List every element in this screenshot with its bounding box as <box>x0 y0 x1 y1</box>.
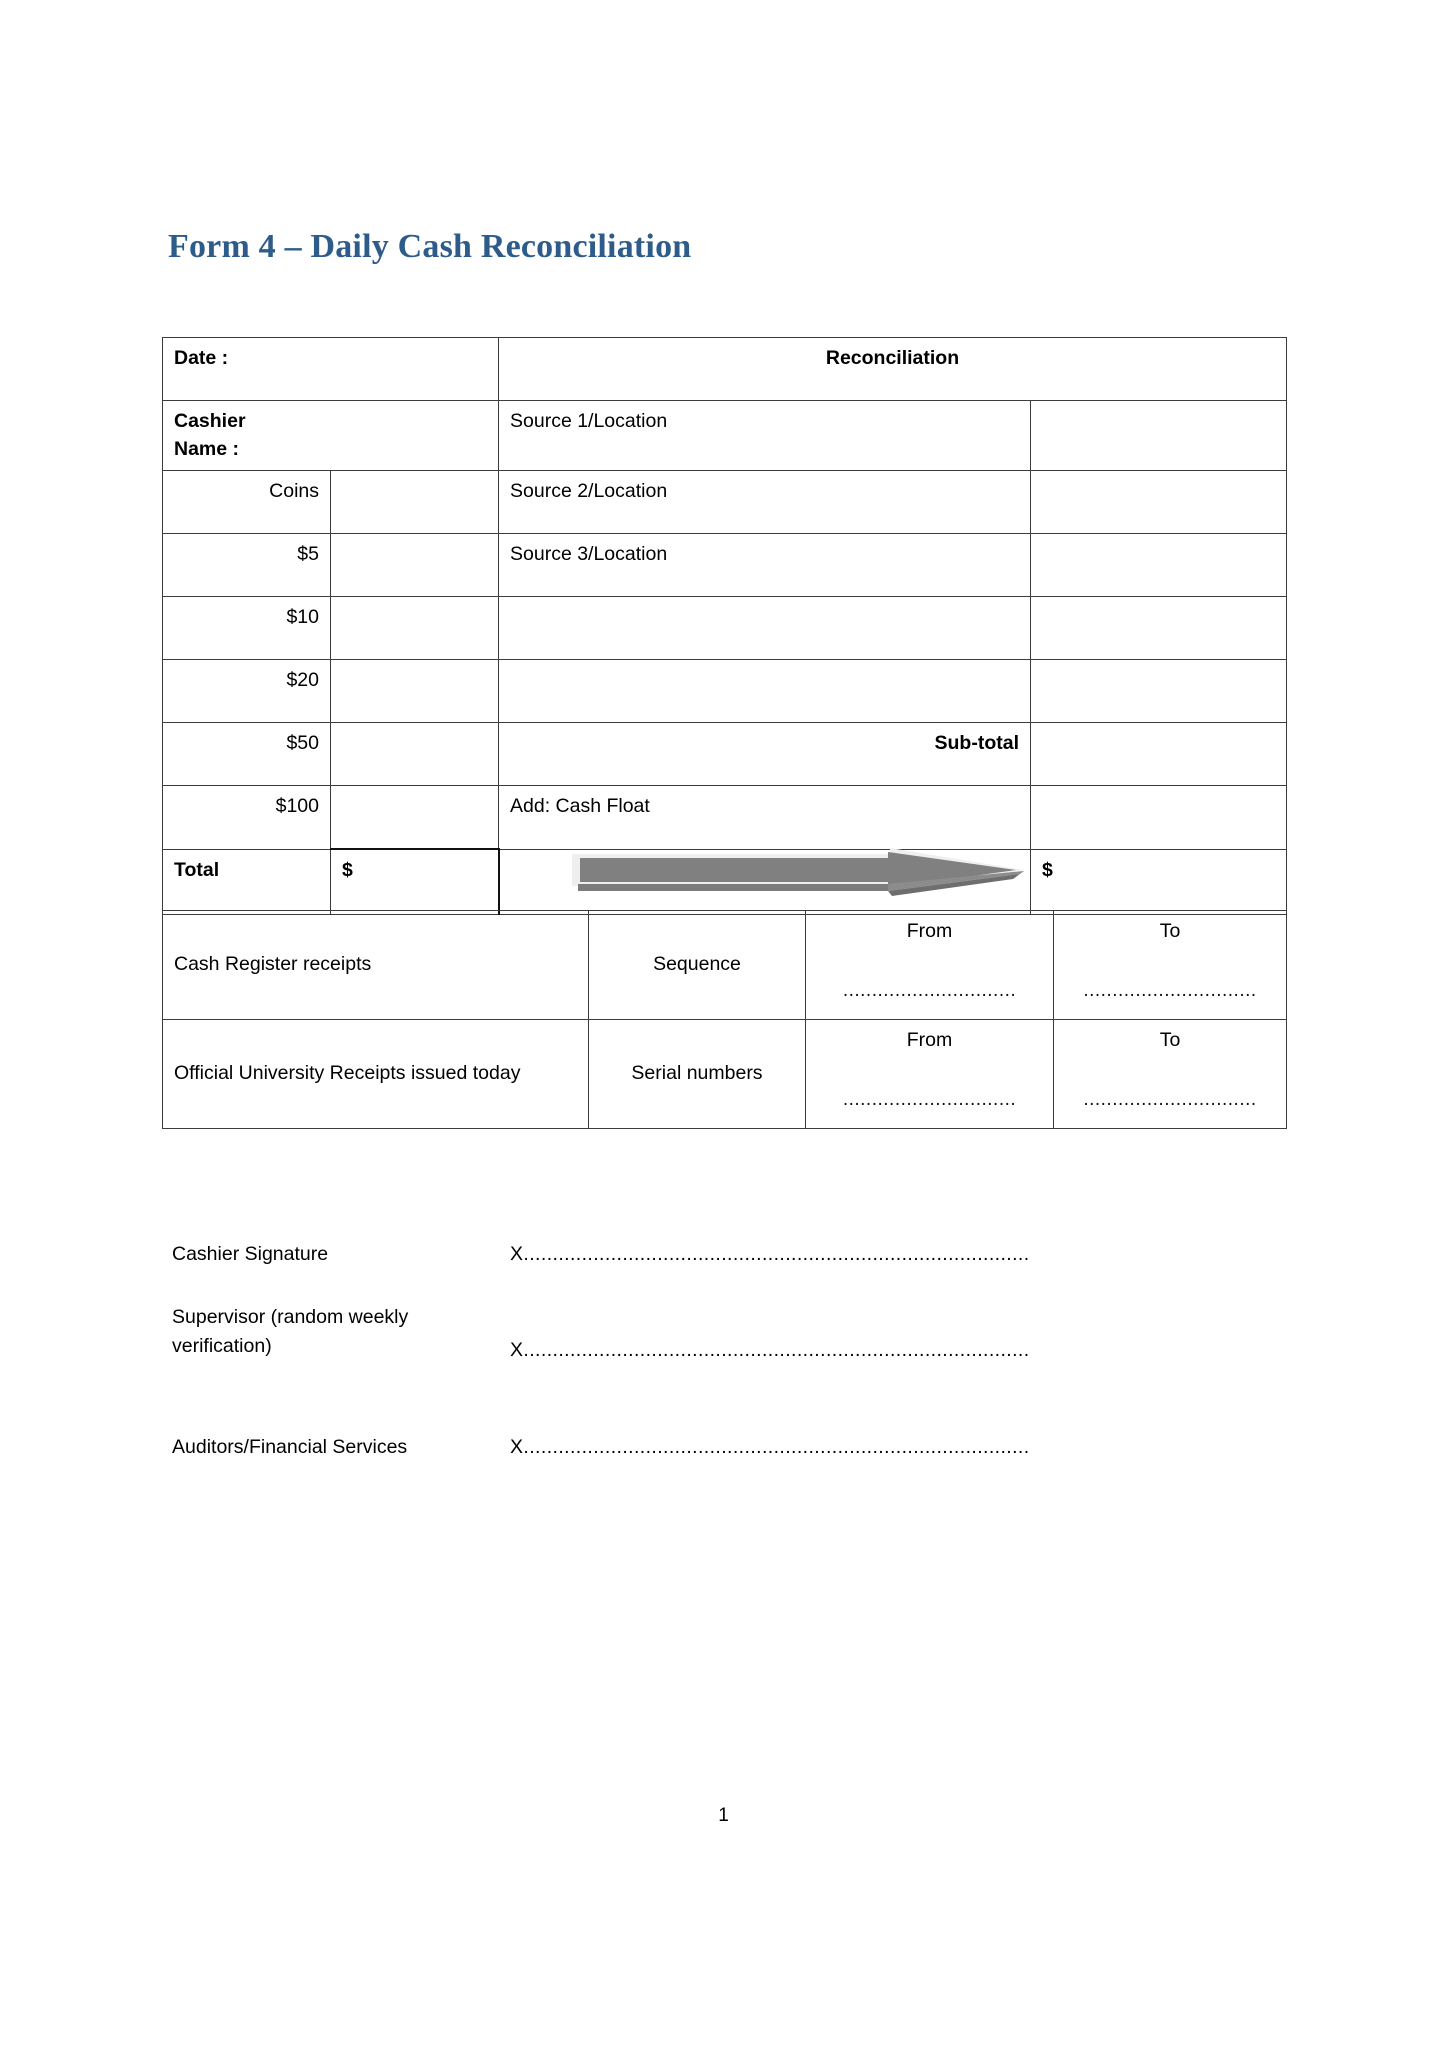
auditors-signature-label: Auditors/Financial Services <box>172 1436 408 1458</box>
table-row-total <box>163 849 1287 915</box>
supervisor-signature-label: Supervisor (random weekly verification) <box>172 1306 409 1358</box>
cash-reconciliation-table <box>162 337 1287 915</box>
source-1-value[interactable] <box>1031 401 1287 471</box>
from-label: From <box>906 920 953 942</box>
denomination-coins: Coins <box>163 471 331 534</box>
cash-float-label: Add: Cash Float <box>499 786 1031 850</box>
reconciliation-header: Reconciliation <box>499 338 1287 401</box>
from-value[interactable]: .............................. <box>842 979 1017 1001</box>
signature-dots: ....................................................................................... <box>523 1243 1030 1265</box>
auditors-signature-line[interactable] <box>510 1433 1140 1462</box>
to-value[interactable]: .............................. <box>1083 979 1257 1001</box>
denomination-50-value[interactable] <box>331 723 499 786</box>
page-number: 1 <box>718 1805 729 1826</box>
subtotal-label: Sub-total <box>499 723 1031 786</box>
cashier-name-label[interactable]: Cashier Name : <box>163 401 499 471</box>
denomination-20-value[interactable] <box>331 660 499 723</box>
source-3-value[interactable] <box>1031 534 1287 597</box>
cashier-signature-label: Cashier Signature <box>172 1243 329 1265</box>
source-3-label: Source 3/Location <box>499 534 1031 597</box>
cashier-signature-line[interactable] <box>510 1240 1140 1269</box>
denomination-10-value[interactable] <box>331 597 499 660</box>
table-row-20 <box>163 660 1287 723</box>
cash-register-from-cell[interactable] <box>806 911 1054 1020</box>
date-label[interactable]: Date : <box>163 338 499 401</box>
source-4-value[interactable] <box>1031 597 1287 660</box>
serial-numbers-label: Serial numbers <box>589 1020 806 1129</box>
denomination-20: $20 <box>163 660 331 723</box>
to-label: To <box>1159 920 1181 942</box>
receipts-table <box>162 910 1287 1129</box>
signature-row-cashier <box>172 1240 1132 1274</box>
source-5-label <box>499 660 1031 723</box>
cash-register-receipts-label: Cash Register receipts <box>163 911 589 1020</box>
signature-dots: ....................................................................................... <box>523 1339 1030 1361</box>
table-row-10 <box>163 597 1287 660</box>
table-row-100 <box>163 786 1287 850</box>
from-label: From <box>906 1029 953 1051</box>
denomination-50: $50 <box>163 723 331 786</box>
total-cash-amount[interactable]: $ <box>331 849 499 915</box>
total-arrow-cell <box>499 849 1031 915</box>
signature-mark: X <box>510 1339 524 1361</box>
subtotal-value[interactable] <box>1031 723 1287 786</box>
source-5-value[interactable] <box>1031 660 1287 723</box>
table-row-50 <box>163 723 1287 786</box>
source-2-value[interactable] <box>1031 471 1287 534</box>
to-label: To <box>1159 1029 1181 1051</box>
page-title: Form 4 – Daily Cash Reconciliation <box>168 228 692 265</box>
table-row-cashier-name <box>163 401 1287 471</box>
table-row-5 <box>163 534 1287 597</box>
from-value[interactable]: .............................. <box>842 1088 1017 1110</box>
denomination-5-value[interactable] <box>331 534 499 597</box>
total-label: Total <box>163 849 331 915</box>
signature-row-auditors <box>172 1433 1132 1467</box>
official-receipts-to-cell[interactable] <box>1054 1020 1287 1129</box>
denomination-5: $5 <box>163 534 331 597</box>
signature-row-supervisor <box>172 1303 1132 1367</box>
table-row-coins <box>163 471 1287 534</box>
sequence-label: Sequence <box>589 911 806 1020</box>
official-receipts-from-cell[interactable] <box>806 1020 1054 1129</box>
denomination-10: $10 <box>163 597 331 660</box>
official-receipts-label: Official University Receipts issued today <box>163 1020 589 1129</box>
denomination-100: $100 <box>163 786 331 850</box>
source-1-label: Source 1/Location <box>499 401 1031 471</box>
source-4-label <box>499 597 1031 660</box>
signature-mark: X <box>510 1243 524 1265</box>
signature-dots: ....................................................................................... <box>523 1436 1030 1458</box>
cash-register-to-cell[interactable] <box>1054 911 1287 1020</box>
source-2-label: Source 2/Location <box>499 471 1031 534</box>
total-reconciliation-amount[interactable]: $ <box>1031 849 1287 915</box>
table-row <box>163 1020 1287 1129</box>
signature-mark: X <box>510 1436 524 1458</box>
denomination-coins-value[interactable] <box>331 471 499 534</box>
table-row <box>163 911 1287 1020</box>
denomination-100-value[interactable] <box>331 786 499 850</box>
cash-float-value[interactable] <box>1031 786 1287 850</box>
table-row-date <box>163 338 1287 401</box>
supervisor-signature-line[interactable] <box>510 1336 1140 1365</box>
to-value[interactable]: .............................. <box>1083 1088 1257 1110</box>
